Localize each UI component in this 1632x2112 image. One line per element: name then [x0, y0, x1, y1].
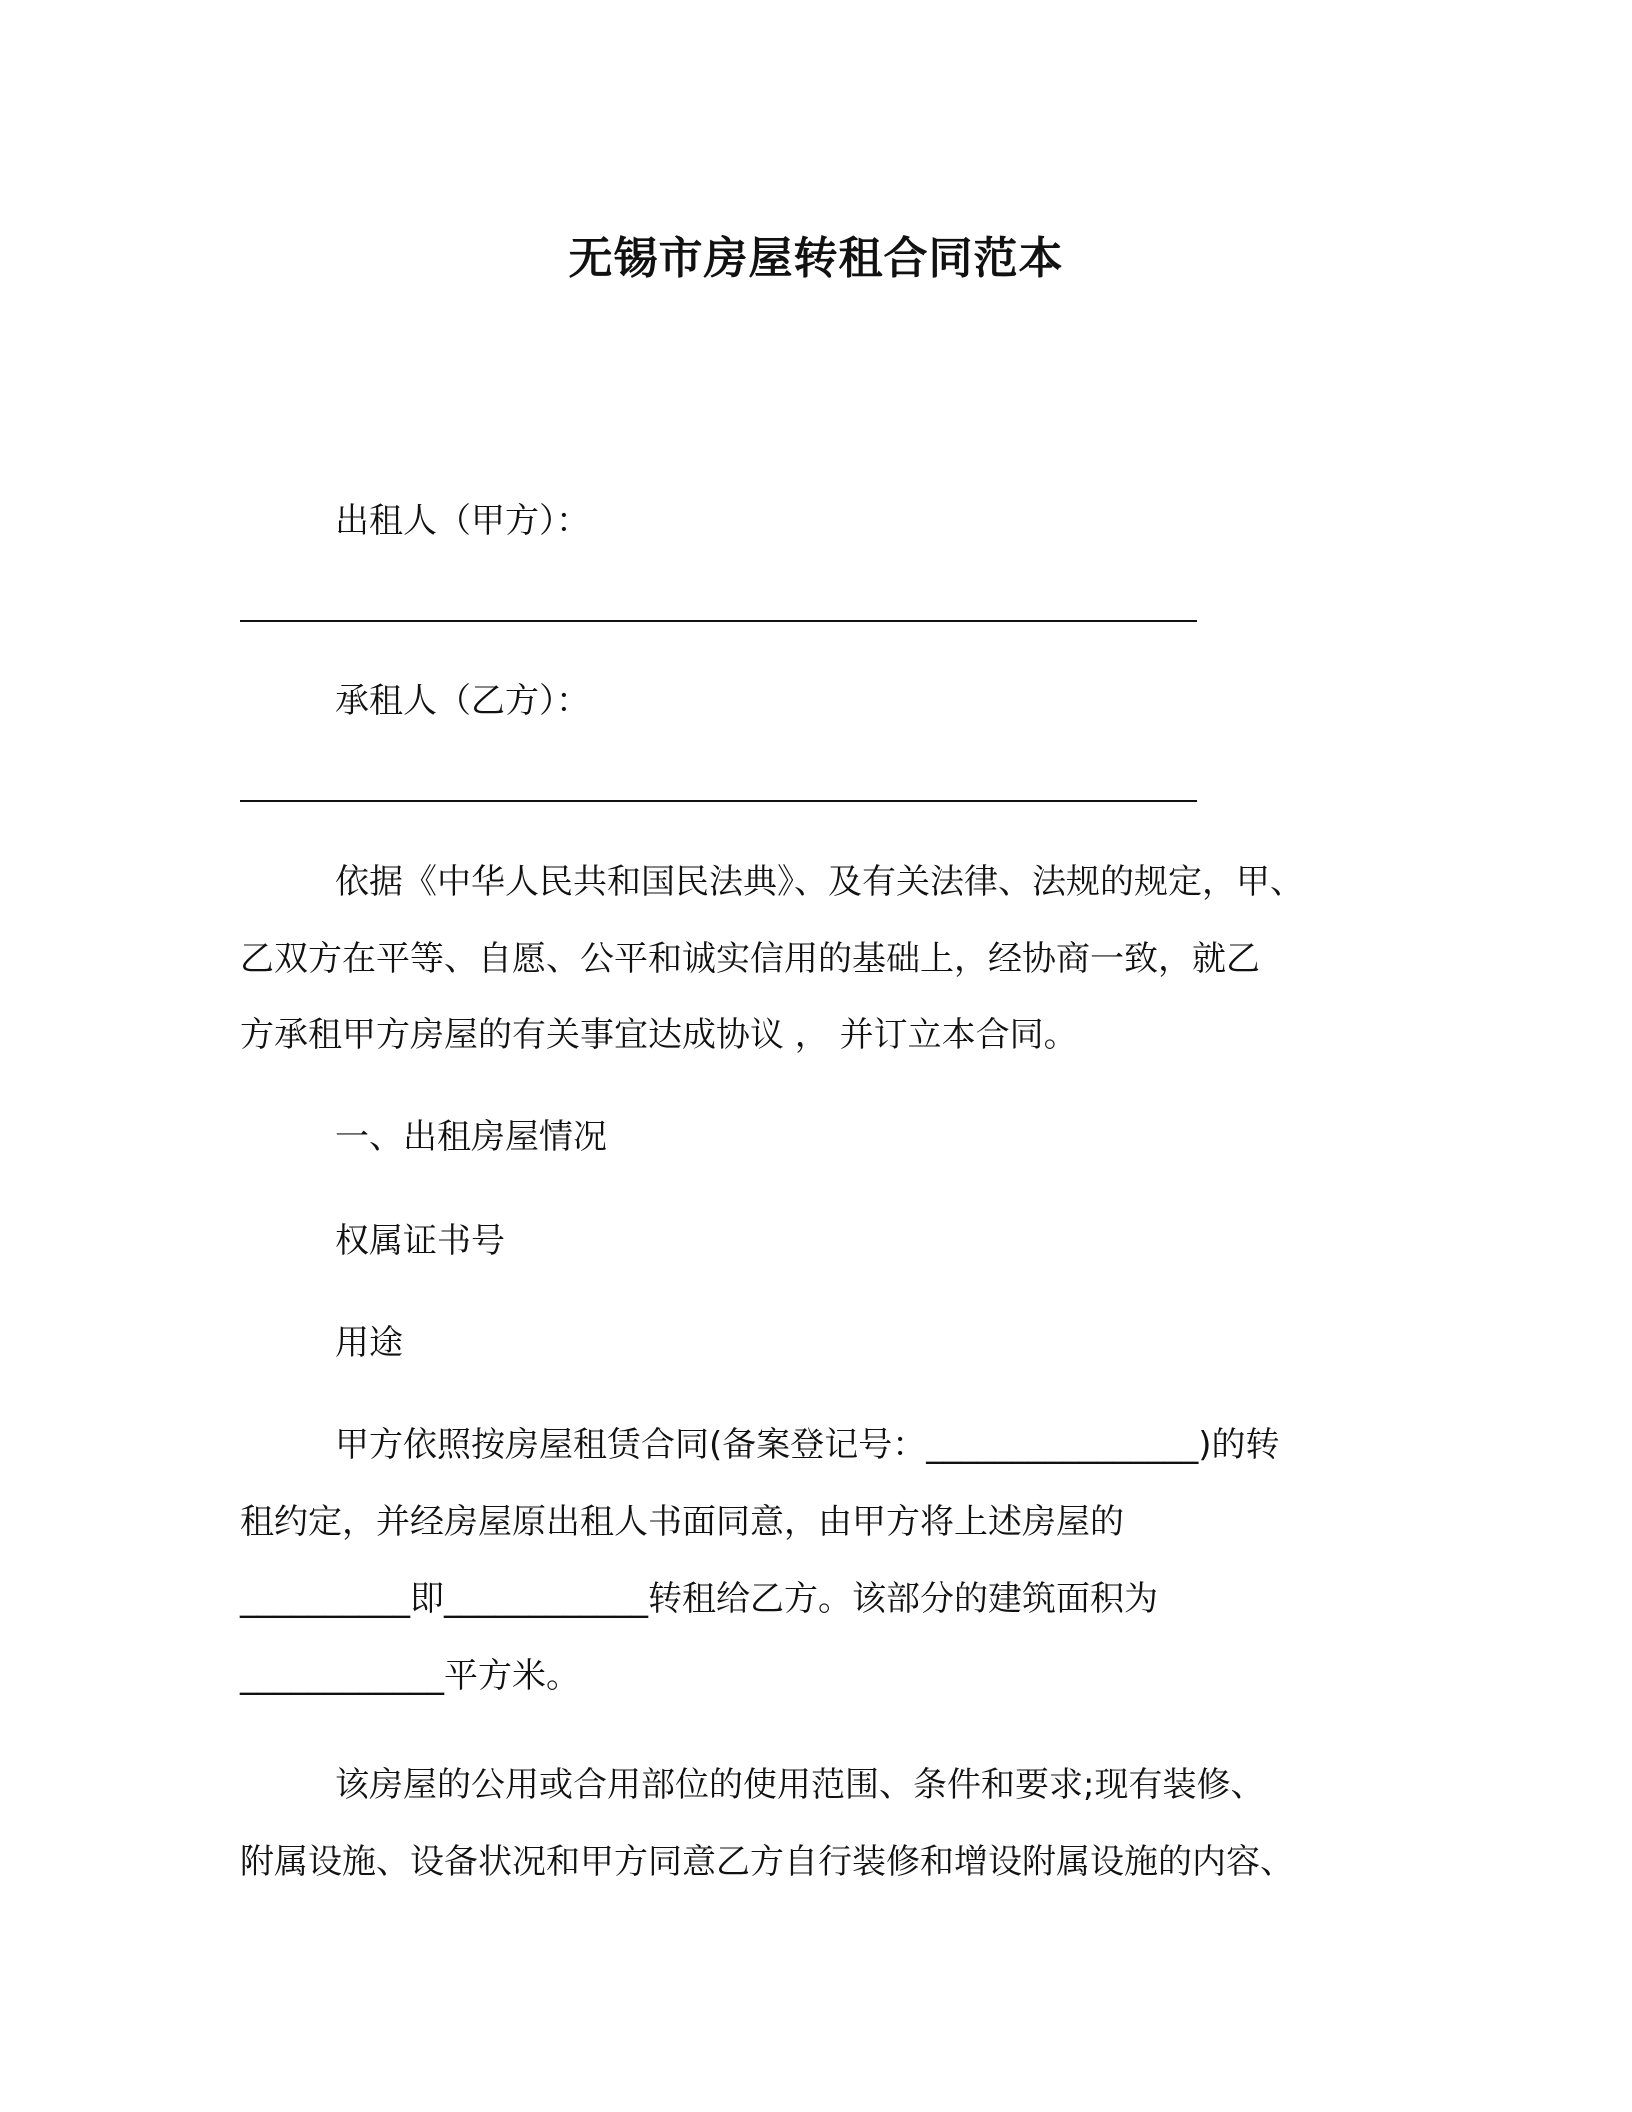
- cert-label: 权属证书号: [335, 1221, 505, 1261]
- section-1-heading: 一、出租房屋情况: [335, 1117, 607, 1157]
- facilities-line-1: 该房屋的公用或合用部位的使用范围、条件和要求;现有装修、: [335, 1765, 1265, 1805]
- lessor-blank-line: [240, 620, 1197, 622]
- facilities-line-2: 附属设施、设备状况和甲方同意乙方自行装修和增设附属设施的内容、: [240, 1842, 1294, 1882]
- preamble-line-2: 乙双方在平等、自愿、公平和诚实信用的基础上，经协商一致，就乙: [240, 939, 1260, 979]
- lessee-blank-line: [240, 800, 1197, 802]
- lessee-label: 承租人（乙方）：: [335, 681, 590, 721]
- document-title: 无锡市房屋转租合同范本: [568, 233, 1064, 284]
- lessor-label: 出租人（甲方）：: [335, 501, 590, 541]
- sublease-line-3: __________即____________转租给乙方。该部分的建筑面积为: [240, 1579, 1158, 1619]
- preamble-line-1: 依据《中华人民共和国民法典》、及有关法律、法规的规定，甲、: [335, 862, 1304, 902]
- sublease-line-4: ____________平方米。: [240, 1656, 580, 1696]
- use-label: 用途: [335, 1323, 403, 1363]
- sublease-line-1: 甲方依照按房屋租赁合同(备案登记号：________________)的转: [335, 1425, 1280, 1465]
- sublease-line-2: 租约定，并经房屋原出租人书面同意，由甲方将上述房屋的: [240, 1502, 1124, 1542]
- preamble-line-3: 方承租甲方房屋的有关事宜达成协议 ， 并订立本合同。: [240, 1015, 1078, 1055]
